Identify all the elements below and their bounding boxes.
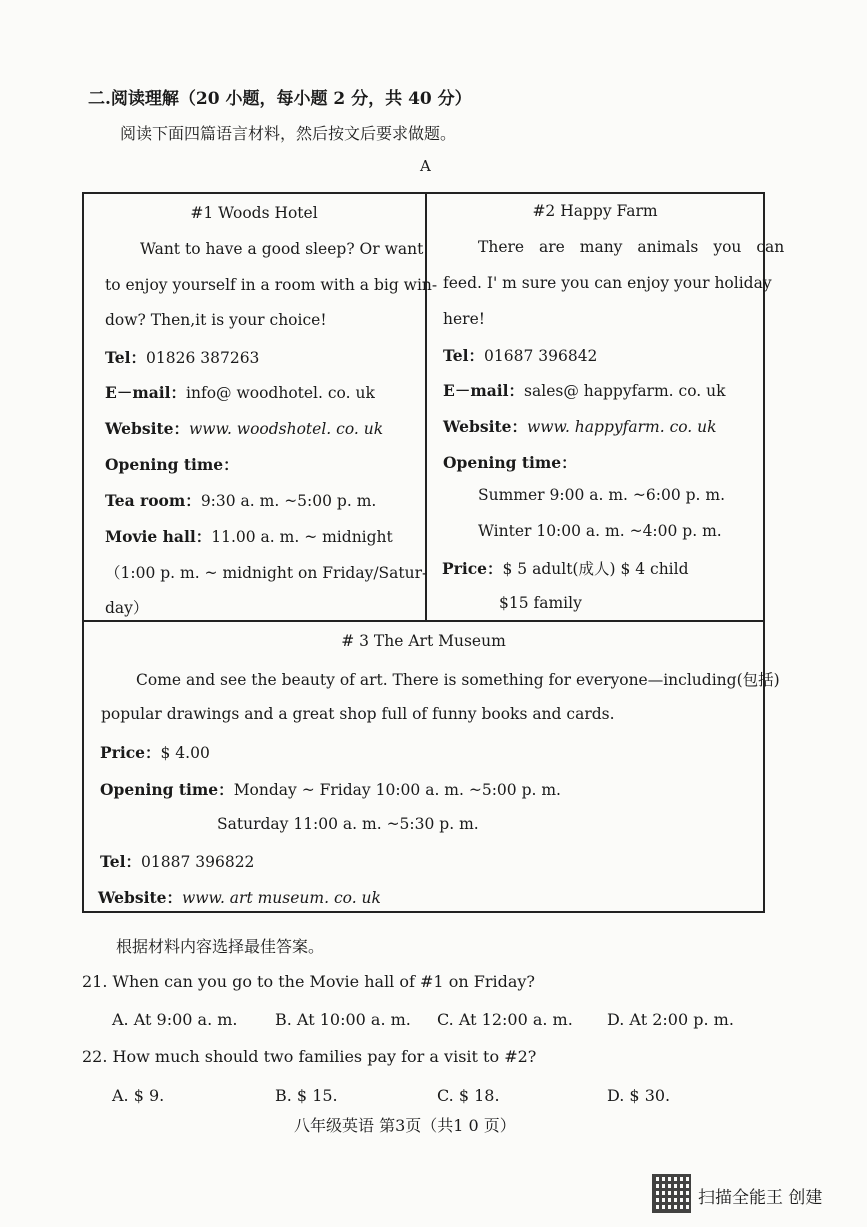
movie-hall-hours: 11.00 a. m. ~ midnight <box>211 528 393 546</box>
movie-hall-note: day） <box>105 599 149 617</box>
tea-room-label: Tea room： <box>105 491 201 510</box>
opening-label: Opening time： <box>105 455 239 474</box>
website-label: Website： <box>105 419 189 438</box>
ad-body-line: There are many animals you can <box>478 238 785 256</box>
option-22-a: A. $ 9. <box>112 1086 165 1105</box>
website-row <box>105 417 383 439</box>
email-label: E－mail： <box>105 383 187 402</box>
ad-title: #2 Happy Farm <box>532 202 658 220</box>
question-stem-21: 21. When can you go to the Movie hall of #1 on Friday? <box>82 972 535 991</box>
website-value: www. happyfarm. co. uk <box>526 418 717 436</box>
summer-hours: Summer 9:00 a. m. ~6:00 p. m. <box>478 486 726 504</box>
movie-hall-row <box>105 525 393 547</box>
price-value: $ 4.00 <box>160 744 210 762</box>
ad-body-line: feed. I' m sure you can enjoy your holiday <box>443 274 772 292</box>
tel-row <box>100 850 254 872</box>
opening-row <box>100 778 561 800</box>
weekday-hours: Monday ~ Friday 10:00 a. m. ~5:00 p. m. <box>233 781 561 799</box>
page-footer: 八年级英语 第3页（共1 0 页） <box>294 1116 516 1135</box>
option-21-d: D. At 2:00 p. m. <box>607 1010 734 1029</box>
option-21-b: B. At 10:00 a. m. <box>275 1010 411 1029</box>
winter-hours: Winter 10:00 a. m. ~4:00 p. m. <box>478 522 722 540</box>
website-row <box>98 886 381 908</box>
movie-hall-note: （1:00 p. m. ~ midnight on Friday/Satur- <box>105 564 428 582</box>
ad-body-line: Come and see the beauty of art. There is something for everyone—including(包括) <box>136 671 780 689</box>
tel-row <box>443 344 597 366</box>
price-value: $ 5 adult(成人) $ 4 child <box>502 560 689 578</box>
ad-title: # 3 The Art Museum <box>341 632 506 650</box>
website-value: www. art museum. co. uk <box>181 889 381 907</box>
ad-woods-hotel <box>84 194 438 620</box>
tel-label: Tel： <box>100 852 142 871</box>
scanner-watermark: 扫描全能王 创建 <box>698 1188 823 1208</box>
option-22-b: B. $ 15. <box>275 1086 338 1105</box>
option-22-d: D. $ 30. <box>607 1086 671 1105</box>
question-instruction: 根据材料内容选择最佳答案。 <box>116 937 325 956</box>
movie-hall-label: Movie hall： <box>105 527 212 546</box>
price-label: Price： <box>100 743 161 762</box>
qr-code-icon <box>652 1174 691 1213</box>
option-22-c: C. $ 18. <box>437 1086 500 1105</box>
opening-label: Opening time： <box>100 780 234 799</box>
email-label: E－mail： <box>443 381 525 400</box>
ad-body-line: here! <box>443 310 485 328</box>
section-intro: 阅读下面四篇语言材料，然后按文后要求做题。 <box>120 124 457 143</box>
opening-label: Opening time： <box>443 453 577 472</box>
tel-label: Tel： <box>105 348 147 367</box>
website-label: Website： <box>443 417 527 436</box>
tel-label: Tel： <box>443 346 485 365</box>
website-label: Website： <box>98 888 182 907</box>
price-label: Price： <box>442 559 503 578</box>
email-row <box>443 379 726 401</box>
option-21-a: A. At 9:00 a. m. <box>112 1010 238 1029</box>
option-21-c: C. At 12:00 a. m. <box>437 1010 573 1029</box>
ad-happy-farm <box>427 194 785 620</box>
tel-value: 01687 396842 <box>484 347 598 365</box>
section-header: 二.阅读理解（20 小题，每小题 2 分，共 40 分） <box>88 89 472 109</box>
ad-body-line: dow? Then,it is your choice! <box>105 311 327 329</box>
ad-title: #1 Woods Hotel <box>190 204 318 222</box>
website-row <box>443 415 717 437</box>
email-row <box>105 381 375 403</box>
passage-letter: A <box>420 157 431 175</box>
tel-value: 01887 396822 <box>141 853 255 871</box>
question-stem-22: 22. How much should two families pay for a visit to #2? <box>82 1047 537 1066</box>
saturday-hours: Saturday 11:00 a. m. ~5:30 p. m. <box>217 815 479 833</box>
tel-value: 01826 387263 <box>146 349 260 367</box>
ad-body-line: Want to have a good sleep? Or want <box>140 240 424 258</box>
email-value: info@ woodhotel. co. uk <box>186 384 375 402</box>
email-value: sales@ happyfarm. co. uk <box>524 382 726 400</box>
ad-body-line: to enjoy yourself in a room with a big win- <box>105 276 438 294</box>
ad-art-museum <box>84 622 780 912</box>
tea-room-hours: 9:30 a. m. ~5:00 p. m. <box>200 492 377 510</box>
price-row <box>442 557 689 579</box>
website-value: www. woodshotel. co. uk <box>188 420 384 438</box>
tel-row <box>105 346 259 368</box>
ad-body-line: popular drawings and a great shop full of funny books and cards. <box>101 705 615 723</box>
price-family: $15 family <box>499 594 582 612</box>
price-row <box>100 741 210 763</box>
tea-room-row <box>105 489 376 511</box>
